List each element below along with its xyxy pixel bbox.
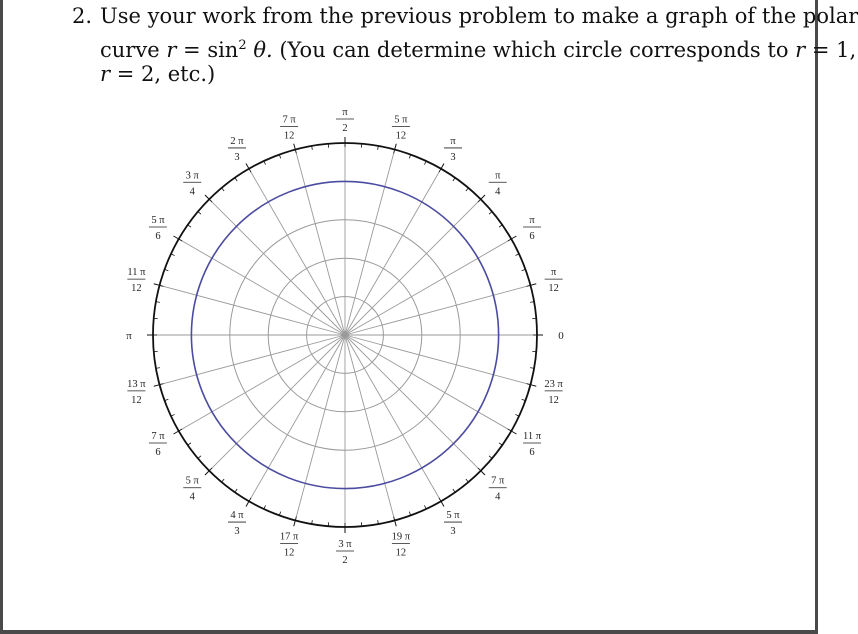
angle-label-numerator: π bbox=[550, 267, 557, 279]
tick-230 bbox=[222, 479, 225, 482]
angle-label-165 bbox=[127, 267, 146, 294]
angle-label-numerator: 3 π bbox=[185, 170, 199, 182]
angle-label-numerator: π bbox=[529, 215, 535, 226]
angle-label-numerator: 23 π bbox=[544, 378, 563, 390]
angle-label-denominator: 2 bbox=[342, 123, 348, 134]
tick-325 bbox=[499, 443, 502, 445]
angle-label-255 bbox=[280, 532, 299, 559]
tick-55 bbox=[453, 178, 455, 181]
spoke-15 bbox=[345, 285, 530, 335]
spoke-75 bbox=[345, 150, 395, 335]
angle-label-denominator: 3 bbox=[234, 526, 240, 538]
tick-40 bbox=[489, 212, 492, 215]
angle-label-180 bbox=[126, 330, 132, 342]
major-tick-150 bbox=[174, 236, 179, 239]
angle-label-denominator: 3 bbox=[234, 151, 240, 163]
angle-label-30 bbox=[523, 215, 541, 242]
angle-label-270 bbox=[336, 539, 354, 566]
angle-label-105 bbox=[280, 114, 298, 141]
spoke-135 bbox=[209, 199, 345, 335]
major-tick-165 bbox=[154, 284, 160, 286]
major-tick-105 bbox=[294, 144, 296, 150]
tick-135 bbox=[209, 199, 212, 202]
major-tick-30 bbox=[511, 236, 516, 239]
angle-label-numerator: 7 π bbox=[282, 114, 296, 126]
spoke-315 bbox=[345, 335, 481, 471]
tick-310 bbox=[466, 479, 469, 482]
spoke-345 bbox=[345, 335, 530, 385]
problem-number: 2. bbox=[72, 4, 93, 28]
angle-label-denominator: 12 bbox=[283, 130, 295, 142]
var-theta: θ. bbox=[253, 38, 273, 62]
angle-label-text: π bbox=[126, 330, 132, 342]
major-tick-210 bbox=[174, 431, 179, 434]
angle-label-denominator: 12 bbox=[548, 394, 559, 406]
angle-label-denominator: 6 bbox=[529, 231, 535, 242]
spoke-255 bbox=[295, 335, 345, 520]
major-tick-330 bbox=[511, 431, 516, 434]
major-tick-75 bbox=[395, 144, 397, 150]
angle-label-denominator: 12 bbox=[395, 547, 407, 559]
spoke-225 bbox=[209, 335, 345, 471]
problem-line-1: Use your work from the previous problem to make a graph of the polar bbox=[100, 4, 858, 28]
major-tick-300 bbox=[441, 501, 444, 506]
spoke-150 bbox=[179, 239, 345, 335]
tick-215 bbox=[188, 443, 191, 445]
angle-label-denominator: 12 bbox=[548, 283, 559, 295]
tick-35 bbox=[499, 225, 502, 227]
major-tick-255 bbox=[294, 520, 296, 526]
text-eq-sin: = sin bbox=[183, 38, 239, 62]
tick-120 bbox=[249, 169, 251, 172]
spoke-285 bbox=[345, 335, 395, 520]
angle-label-75 bbox=[392, 114, 410, 141]
angle-label-denominator: 3 bbox=[450, 151, 456, 163]
text-eq-two: = 2, etc.) bbox=[116, 62, 216, 86]
spoke-165 bbox=[160, 285, 345, 335]
spoke-195 bbox=[160, 335, 345, 385]
angle-label-300 bbox=[444, 510, 462, 537]
exponent-two: 2 bbox=[238, 38, 247, 53]
angle-label-345 bbox=[544, 379, 563, 406]
angle-label-numerator: 4 π bbox=[230, 510, 244, 522]
var-r-2: r bbox=[795, 38, 806, 62]
tick-60 bbox=[439, 169, 441, 172]
angle-label-denominator: 12 bbox=[283, 547, 295, 559]
angle-label-240 bbox=[228, 510, 246, 537]
angle-label-120 bbox=[228, 136, 246, 163]
tick-210 bbox=[179, 429, 182, 431]
major-tick-15 bbox=[530, 284, 536, 286]
angle-label-numerator: 5 π bbox=[185, 475, 199, 487]
major-tick-120 bbox=[246, 164, 249, 169]
angle-label-numerator: π bbox=[342, 107, 348, 118]
spoke-240 bbox=[249, 335, 345, 501]
angle-label-numerator: 5 π bbox=[151, 215, 165, 226]
major-tick-225 bbox=[205, 471, 209, 475]
angle-label-denominator: 4 bbox=[495, 491, 501, 503]
spoke-120 bbox=[249, 169, 345, 335]
tick-235 bbox=[235, 489, 237, 492]
text-curve: curve bbox=[100, 38, 160, 62]
spoke-105 bbox=[295, 150, 345, 335]
angle-label-135 bbox=[183, 170, 201, 197]
angle-label-numerator: 3 π bbox=[338, 539, 352, 550]
angle-label-60 bbox=[444, 136, 462, 163]
angle-label-numerator: 17 π bbox=[279, 531, 299, 543]
angle-label-numerator: 19 π bbox=[391, 531, 411, 543]
major-tick-285 bbox=[395, 520, 397, 526]
angle-label-denominator: 2 bbox=[342, 555, 348, 566]
tick-305 bbox=[453, 489, 455, 492]
tick-330 bbox=[508, 429, 511, 431]
angle-label-210 bbox=[149, 431, 167, 458]
angle-label-225 bbox=[183, 476, 201, 503]
tick-315 bbox=[478, 468, 481, 471]
major-tick-315 bbox=[481, 471, 485, 475]
spoke-330 bbox=[345, 335, 511, 431]
angle-label-numerator: 11 π bbox=[523, 431, 542, 442]
tick-225 bbox=[209, 468, 212, 471]
major-tick-195 bbox=[154, 385, 160, 387]
angle-label-numerator: 7 π bbox=[151, 431, 165, 442]
angle-label-0 bbox=[558, 330, 564, 342]
angle-label-195 bbox=[127, 379, 146, 406]
tick-320 bbox=[489, 456, 492, 459]
angle-label-text: 0 bbox=[558, 330, 564, 342]
var-r-3: r bbox=[100, 62, 111, 86]
angle-label-numerator: 7 π bbox=[491, 475, 505, 487]
spoke-30 bbox=[345, 239, 511, 335]
angle-label-90 bbox=[336, 107, 354, 134]
tick-150 bbox=[179, 239, 182, 241]
major-tick-60 bbox=[441, 164, 444, 169]
angle-label-numerator: π bbox=[495, 170, 501, 182]
text-eq-one: = 1, bbox=[811, 38, 857, 62]
major-tick-240 bbox=[246, 501, 249, 506]
tick-45 bbox=[478, 199, 481, 202]
angle-label-denominator: 6 bbox=[155, 447, 161, 458]
tick-130 bbox=[222, 188, 225, 191]
angle-label-denominator: 6 bbox=[155, 231, 161, 242]
tick-300 bbox=[439, 498, 441, 501]
angle-label-15 bbox=[545, 267, 563, 294]
var-r: r bbox=[166, 38, 177, 62]
angle-label-330 bbox=[523, 431, 542, 458]
spoke-45 bbox=[345, 199, 481, 335]
angle-label-denominator: 12 bbox=[395, 130, 407, 142]
angle-label-45 bbox=[489, 170, 507, 197]
angle-label-285 bbox=[392, 532, 411, 559]
angle-label-150 bbox=[149, 215, 167, 242]
angle-label-denominator: 4 bbox=[189, 186, 195, 198]
angle-label-denominator: 6 bbox=[529, 447, 535, 458]
angle-label-denominator: 4 bbox=[189, 491, 195, 503]
angle-label-denominator: 12 bbox=[131, 283, 142, 295]
angle-label-numerator: 5 π bbox=[394, 114, 408, 126]
angle-label-denominator: 12 bbox=[131, 394, 142, 406]
angle-label-numerator: π bbox=[450, 135, 456, 147]
spoke-60 bbox=[345, 169, 441, 335]
major-tick-345 bbox=[530, 385, 536, 387]
tick-240 bbox=[249, 498, 251, 501]
major-tick-135 bbox=[205, 195, 209, 199]
spoke-300 bbox=[345, 335, 441, 501]
angle-label-denominator: 3 bbox=[450, 526, 456, 538]
tick-30 bbox=[508, 239, 511, 241]
tick-125 bbox=[235, 178, 237, 181]
tick-145 bbox=[188, 225, 191, 227]
tick-140 bbox=[198, 212, 201, 215]
text-determine: (You can determine which circle corresponds to bbox=[279, 38, 789, 62]
angle-label-315 bbox=[489, 476, 507, 503]
angle-label-denominator: 4 bbox=[495, 186, 501, 198]
angle-label-numerator: 11 π bbox=[127, 267, 146, 279]
angle-label-numerator: 13 π bbox=[127, 378, 146, 390]
spoke-210 bbox=[179, 335, 345, 431]
tick-50 bbox=[466, 188, 469, 191]
major-tick-45 bbox=[481, 195, 485, 199]
tick-220 bbox=[198, 456, 201, 459]
angle-label-numerator: 5 π bbox=[446, 510, 460, 522]
angle-label-numerator: 2 π bbox=[230, 135, 244, 147]
